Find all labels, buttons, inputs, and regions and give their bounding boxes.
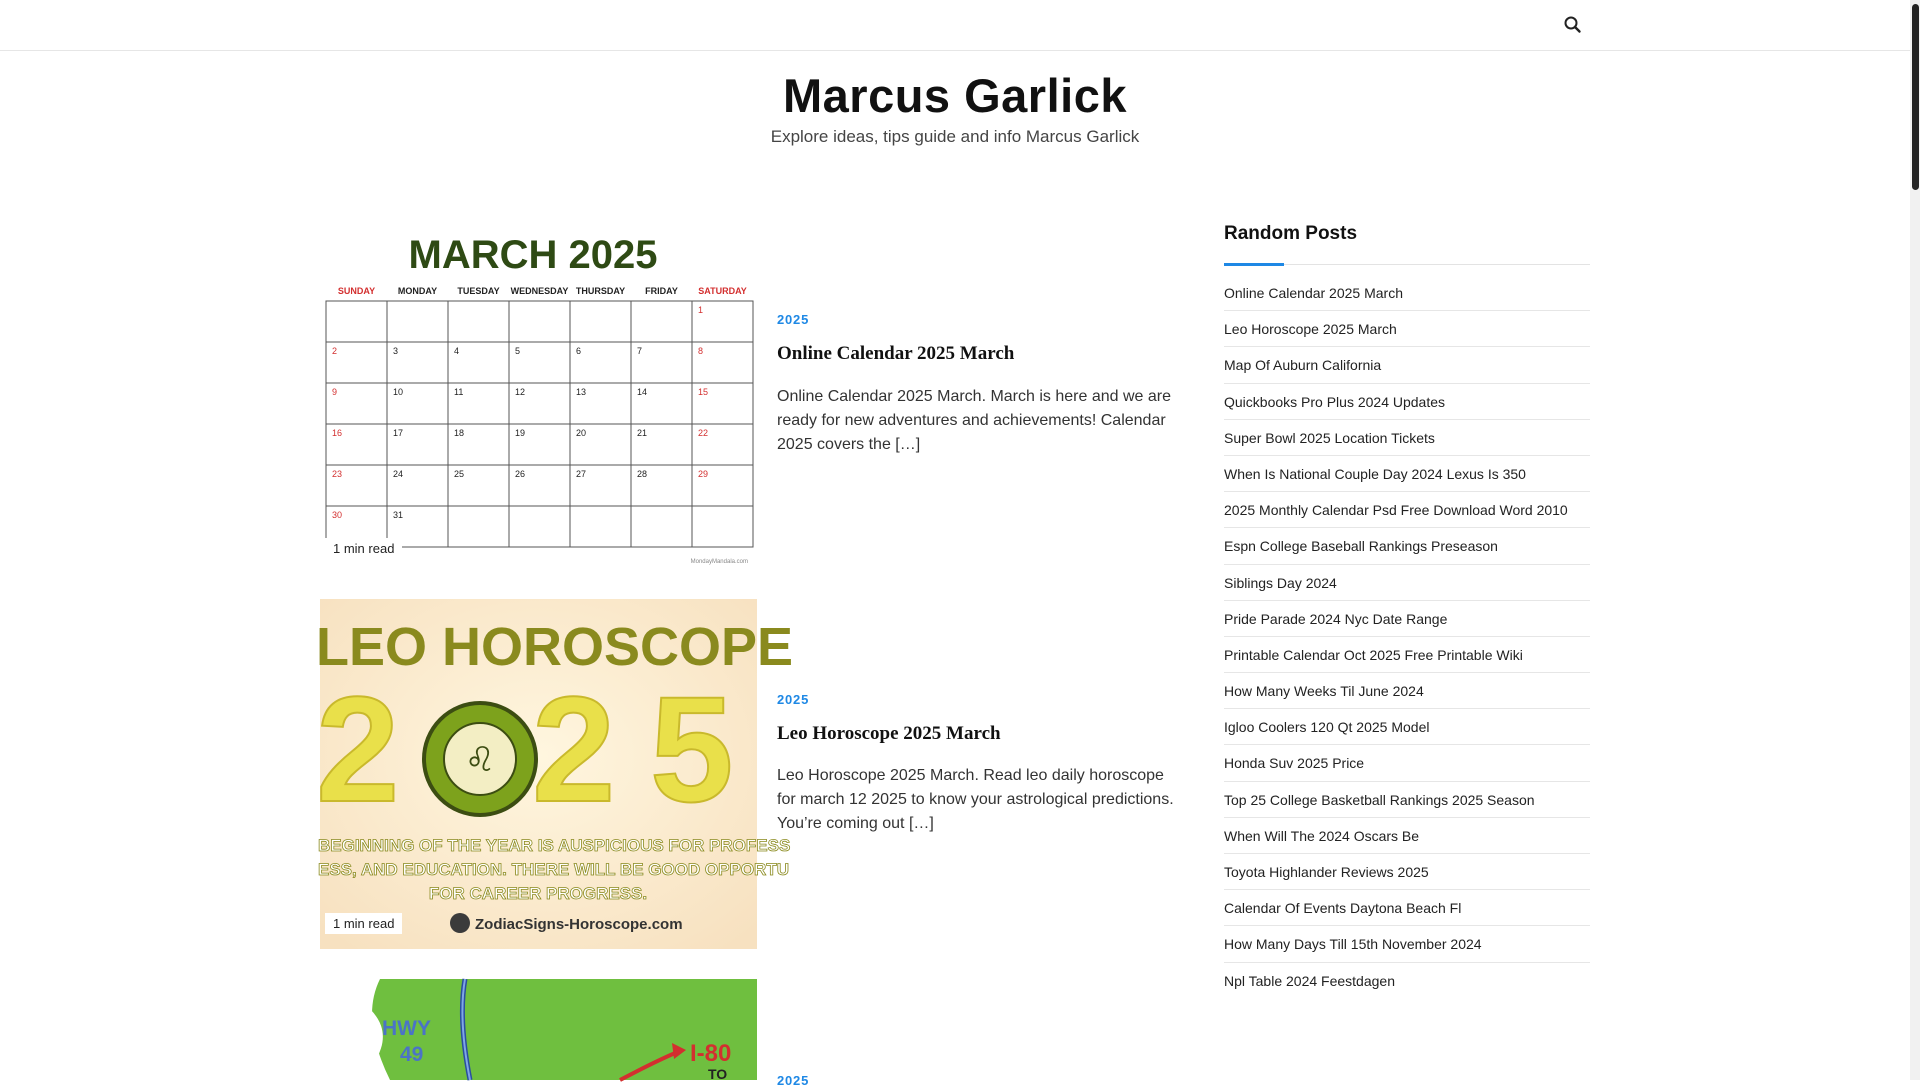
- random-post-link[interactable]: Quickbooks Pro Plus 2024 Updates: [1224, 384, 1590, 420]
- random-post-link[interactable]: Siblings Day 2024: [1224, 565, 1590, 601]
- calendar-day-header: MONDAY: [397, 286, 438, 296]
- random-post-link[interactable]: Online Calendar 2025 March: [1224, 275, 1590, 311]
- leo-year-digit: 2: [532, 665, 616, 833]
- calendar-date: 31: [393, 510, 404, 520]
- calendar-date: 17: [393, 428, 404, 438]
- calendar-date: 5: [515, 346, 521, 356]
- post-thumbnail[interactable]: [320, 979, 757, 1080]
- post-category[interactable]: 2025: [777, 692, 810, 707]
- calendar-date: 24: [393, 469, 404, 479]
- calendar-date: 13: [576, 387, 587, 397]
- scrollbar-thumb[interactable]: [1912, 4, 1919, 190]
- read-time-badge: 1 min read: [325, 538, 402, 559]
- leo-year-digit: 5: [650, 665, 734, 833]
- post-card: [316, 599, 1180, 949]
- calendar-date: 12: [515, 387, 526, 397]
- random-post-link[interactable]: Espn College Baseball Rankings Preseason: [1224, 528, 1590, 564]
- post-card: [320, 979, 1180, 1088]
- calendar-credit: MondayMandala.com: [690, 559, 748, 565]
- calendar-day-header: TUESDAY: [457, 286, 500, 296]
- random-post-link[interactable]: Igloo Coolers 120 Qt 2025 Model: [1224, 709, 1590, 745]
- post-category[interactable]: 2025: [777, 1073, 810, 1088]
- calendar-date: 9: [332, 387, 338, 397]
- random-post-link[interactable]: How Many Weeks Til June 2024: [1224, 673, 1590, 709]
- calendar-day-header: FRIDAY: [645, 286, 678, 296]
- leo-text-line: BEGINNING OF THE YEAR IS AUSPICIOUS FOR PROFESS: [318, 836, 791, 855]
- map-label: 49: [400, 1043, 424, 1066]
- calendar-date: 15: [698, 387, 709, 397]
- post-title[interactable]: Leo Horoscope 2025 March: [777, 723, 1001, 744]
- random-post-link[interactable]: Map Of Auburn California: [1224, 347, 1590, 383]
- random-post-link[interactable]: 2025 Monthly Calendar Psd Free Download Word 2010: [1224, 492, 1590, 528]
- calendar-day-header: SUNDAY: [337, 286, 376, 296]
- calendar-date: 23: [332, 469, 343, 479]
- random-post-link[interactable]: How Many Days Till 15th November 2024: [1224, 926, 1590, 962]
- calendar-date: 26: [515, 469, 526, 479]
- random-post-link[interactable]: Printable Calendar Oct 2025 Free Printable Wiki: [1224, 637, 1590, 673]
- map-image: [320, 979, 757, 1080]
- calendar-date: 4: [454, 346, 460, 356]
- calendar-date: 14: [637, 387, 648, 397]
- map-label: I-80: [690, 1040, 732, 1067]
- calendar-date: 11: [454, 387, 464, 397]
- calendar-date: 2: [332, 346, 338, 356]
- leo-text-line: ESS, AND EDUCATION. THERE WILL BE GOOD OPPORTU: [318, 860, 789, 879]
- post-excerpt: Online Calendar 2025 March. March is here and we are ready for new adventures and achievements! Calendar 2025 covers the […]: [777, 388, 1171, 453]
- search-icon[interactable]: [1562, 14, 1584, 36]
- site-title[interactable]: Marcus Garlick: [782, 69, 1127, 122]
- calendar-date: 7: [637, 346, 643, 356]
- calendar-date: 30: [332, 510, 343, 520]
- scrollbar[interactable]: [1910, 0, 1920, 1080]
- calendar-date: 21: [637, 428, 648, 438]
- random-post-link[interactable]: Pride Parade 2024 Nyc Date Range: [1224, 601, 1590, 637]
- calendar-day-header: WEDNESDAY: [510, 286, 569, 296]
- random-post-link[interactable]: Honda Suv 2025 Price: [1224, 745, 1590, 781]
- random-post-link[interactable]: Super Bowl 2025 Location Tickets: [1224, 420, 1590, 456]
- calendar-date: 19: [515, 428, 526, 438]
- leo-symbol-icon: ♌: [464, 740, 496, 780]
- read-time-badge: 1 min read: [325, 913, 402, 934]
- sidebar-random-posts: [1224, 219, 1590, 999]
- calendar-date: 25: [454, 469, 465, 479]
- random-posts-list: [1224, 275, 1590, 999]
- sidebar-divider: [1224, 263, 1590, 265]
- calendar-day-header: THURSDAY: [575, 286, 626, 296]
- leo-text-line: FOR CAREER PROGRESS.: [428, 884, 648, 903]
- random-post-link[interactable]: When Is National Couple Day 2024 Lexus Is 350: [1224, 456, 1590, 492]
- post-card: [320, 224, 1180, 574]
- calendar-date: 3: [393, 346, 399, 356]
- random-post-link[interactable]: Npl Table 2024 Feestdagen: [1224, 972, 1395, 989]
- calendar-date: 6: [576, 346, 582, 356]
- calendar-date: 8: [698, 346, 704, 356]
- calendar-image: [320, 224, 757, 574]
- calendar-date: 10: [393, 387, 404, 397]
- calendar-date: 27: [576, 469, 587, 479]
- calendar-date: 29: [698, 469, 709, 479]
- post-title[interactable]: Online Calendar 2025 March: [777, 343, 1015, 364]
- site-description: Explore ideas, tips guide and info Marcus Garlick: [770, 127, 1140, 146]
- calendar-date: 28: [637, 469, 648, 479]
- random-post-link[interactable]: Top 25 College Basketball Rankings 2025 Season: [1224, 782, 1590, 818]
- map-label: TO: [708, 1066, 728, 1082]
- leo-credit: ZodiacSigns-Horoscope.com: [475, 916, 683, 933]
- random-post-link[interactable]: Leo Horoscope 2025 March: [1224, 311, 1590, 347]
- post-thumbnail[interactable]: [320, 224, 757, 574]
- random-post-link[interactable]: Calendar Of Events Daytona Beach Fl: [1224, 890, 1590, 926]
- random-post-link[interactable]: Toyota Highlander Reviews 2025: [1224, 854, 1590, 890]
- calendar-date: 16: [332, 428, 343, 438]
- calendar-date: 22: [698, 428, 709, 438]
- top-bar: [0, 0, 1910, 51]
- calendar-heading: MARCH 2025: [408, 233, 658, 277]
- calendar-day-header: SATURDAY: [698, 286, 747, 296]
- calendar-date: 20: [576, 428, 587, 438]
- random-post-link[interactable]: When Will The 2024 Oscars Be: [1224, 818, 1590, 854]
- calendar-date: 18: [454, 428, 465, 438]
- post-excerpt: Leo Horoscope 2025 March. Read leo daily horoscope for march 12 2025 to know your astrological predictions. You’re coming out […]: [777, 767, 1174, 832]
- leo-heading: LEO HOROSCOPE: [316, 617, 794, 677]
- sidebar-title: Random Posts: [1224, 223, 1358, 244]
- calendar-date: 1: [698, 305, 704, 315]
- post-category[interactable]: 2025: [777, 312, 810, 327]
- map-label: HWY: [382, 1017, 431, 1040]
- leo-year-digit: 2: [316, 665, 400, 833]
